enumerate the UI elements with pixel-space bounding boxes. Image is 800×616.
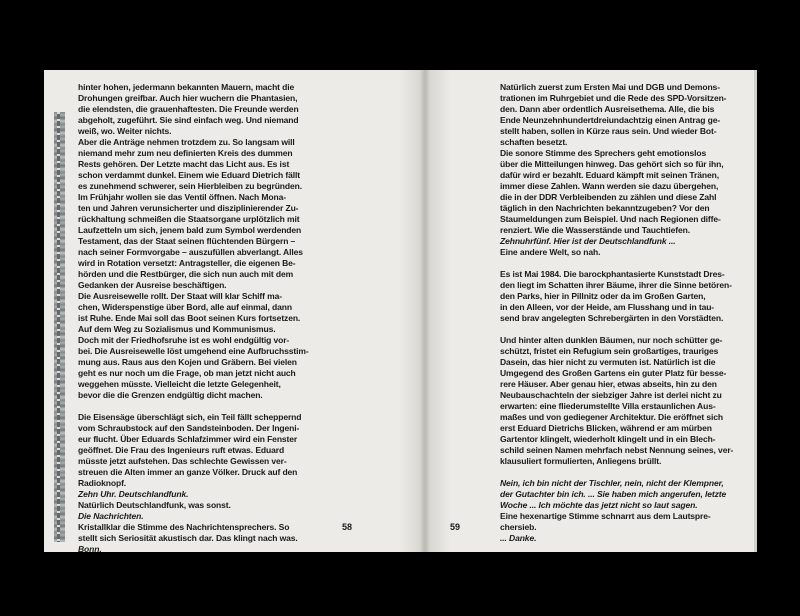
text-line: Gedanken der Ausreise beschäftigen.: [78, 280, 227, 290]
text-line: erwarten: eine fliederumstellte Villa erstaunlichen Aus-: [500, 401, 716, 411]
text-line: erst Eduard Dietrichs Blicken, während er am mürben: [500, 423, 712, 433]
text-line: Auf dem Weg zu Sozialismus und Kommunismus.: [78, 324, 276, 334]
text-line: vom Schraubstock auf den Sandsteinboden. Der Ingeni-: [78, 423, 300, 433]
text-line: niemand mehr zum neu definierten Kreis des dummen: [78, 148, 293, 158]
text-line: rückhaltung schmeißen die Staatsorgane urplötzlich mit: [78, 214, 300, 224]
text-line: renziert. Wie die Wasserstände und Tauchtiefen.: [500, 225, 690, 235]
text-line: müsste jetzt aufstehen. Das schlechte Gewissen ver-: [78, 456, 287, 466]
text-line: schon verdammt dunkel. Einem wie Eduard Dietrich fällt: [78, 170, 300, 180]
text-line: stellt sich Seriosität akustisch dar. Das klingt nach was.: [78, 533, 298, 543]
text-line: bei. Die Ausreisewelle löst umgehend eine Aufbruchsstim-: [78, 346, 309, 356]
text-line: in den Alleen, vor der Heide, am Flusshang und in tau-: [500, 302, 715, 312]
text-line: Nein, ich bin nicht der Tischler, nein, nicht der Klempner,: [500, 478, 724, 488]
text-line: Und hinter alten dunklen Bäumen, nur noch schütter ge-: [500, 335, 723, 345]
text-line: trationen im Ruhrgebiet und die Rede des SPD-Vorsitzen-: [500, 93, 727, 103]
text-line: die elendsten, die grauenhaftesten. Die Freunde werden: [78, 104, 299, 114]
text-line: dafür wird er bezahlt. Eduard kämpft mit seinen Tränen,: [500, 170, 719, 180]
text-line: send brav angelegten Schrebergärten in den Vorstädten.: [500, 313, 724, 323]
text-line: nach seiner Formvorgabe – auszufüllen abverlangt. Alles: [78, 247, 303, 257]
text-line: über die Mitteilungen hinweg. Das gehört sich so für ihn,: [500, 159, 724, 169]
text-line: Die Nachrichten.: [78, 511, 144, 521]
text-line: Laufzetteln um sich, jenem bald zum Symbol werdenden: [78, 225, 302, 235]
text-line: ... Danke.: [500, 533, 537, 543]
text-line: Umgegend des Großen Gartens ein guter Platz für besse-: [500, 368, 727, 378]
text-line: ist Ruhe. Ende Mai soll das Boot seinen Kurs fortsetzen.: [78, 313, 301, 323]
page-edge-right: [754, 70, 757, 552]
left-page-text: [78, 82, 388, 555]
text-line: Kristallklar die Stimme des Nachrichtensprechers. So: [78, 522, 290, 532]
text-line: Bonn.: [78, 544, 102, 554]
text-line: Woche ... Ich möchte das jetzt nicht so laut sagen.: [500, 500, 698, 510]
text-line: schaften besetzt.: [500, 137, 568, 147]
text-line: der Gutachter bin ich. ... Sie haben mich angerufen, letzte: [500, 489, 727, 499]
text-line: mung aus. Raus aus den Kojen und Gräbern. Bei vielen: [78, 357, 297, 367]
text-line: Aber die Anträge nehmen trotzdem zu. So langsam will: [78, 137, 295, 147]
text-line: maßes und von gediegener Architektur. Die eröffnet sich: [500, 412, 723, 422]
text-line: Die Eisensäge überschlägt sich, ein Teil fällt scheppernd: [78, 412, 302, 422]
text-line: die in der DDR Verbleibenden zu zählen und diese Zahl: [500, 192, 717, 202]
text-line: Zehn Uhr. Deutschlandfunk.: [78, 489, 189, 499]
text-line: Eine hexenartige Stimme schnarrt aus dem Lautspre-: [500, 511, 711, 521]
text-line: Zehnuhrfünf. Hier ist der Deutschlandfunk ...: [500, 236, 676, 246]
text-line: Rests gehören. Der Letzte macht das Licht aus. Es ist: [78, 159, 290, 169]
text-line: weiß, wo. Weiter nichts.: [78, 126, 172, 136]
text-line: Drohungen greifbar. Auch hier wuchern die Phantasien,: [78, 93, 298, 103]
text-line-spacer: [500, 324, 740, 335]
text-line: den Parks, hier in Pillnitz oder da im Großen Garten,: [500, 291, 706, 301]
text-line: geht es nur noch um die Frage, ob man jetzt nicht auch: [78, 368, 296, 378]
text-line: weggehen müsste. Vielleicht die letzte Gelegenheit,: [78, 379, 281, 389]
text-line-spacer: [500, 467, 740, 478]
page-edge-strip: [54, 112, 65, 542]
text-line: Gartentor klingelt, wiederholt klingelt und in ein Blech-: [500, 434, 716, 444]
text-line: Radioknopf.: [78, 478, 127, 488]
text-line: Dasein, das hier nicht zu vermuten ist. Natürlich ist die: [500, 357, 716, 367]
text-line: bevor die die Grenzen endgültig dicht machen.: [78, 390, 263, 400]
text-line: täglich in den Nachrichten bekanntzugeben? Vor den: [500, 203, 710, 213]
text-line: hörden und die Restbürger, die sich nun auch mit dem: [78, 269, 294, 279]
text-line: Eine andere Welt, so nah.: [500, 247, 601, 257]
text-line: abgeholt, zugeführt. Sie sind einfach weg. Und niemand: [78, 115, 299, 125]
text-line: Doch mit der Friedhofsruhe ist es wohl endgültig vor-: [78, 335, 290, 345]
text-line: den liegt im Schatten ihrer Bäume, ihrer die Sinne betören-: [500, 280, 732, 290]
text-line: streuen die Alten immer an ganze Völker. Druck auf den: [78, 467, 298, 477]
right-page-text: [500, 82, 740, 544]
text-line: schützt, fristet ein Refugium sein großartiges, trauriges: [500, 346, 719, 356]
text-line: chen, Widerspenstige über Bord, alle auf einmal, dann: [78, 302, 292, 312]
text-line: stellt haben, sollen in Kürze raus sein. Und wieder Bot-: [500, 126, 717, 136]
text-line: ten und Jahren verunsicherter und disziplinierender Zu-: [78, 203, 299, 213]
text-line: Natürlich zuerst zum Ersten Mai und DGB und Demons-: [500, 82, 720, 92]
text-line: immer diese Zahlen. Wann werden sie dazu übergehen,: [500, 181, 719, 191]
text-line: schild seinen Namen mehrfach nebst Nennung seines, ver-: [500, 445, 734, 455]
text-line: Ende Neunzehnhundertdreiundachtzig einen Antrag ge-: [500, 115, 721, 125]
text-line: Die Ausreisewelle rollt. Der Staat will klar Schiff ma-: [78, 291, 282, 301]
text-line: rere Häuser. Aber genau hier, etwas abseits, hin zu den: [500, 379, 717, 389]
book-gutter: [399, 70, 451, 552]
text-line: Natürlich Deutschlandfunk, was sonst.: [78, 500, 231, 510]
text-line: Im Frühjahr wollen sie das Ventil öffnen. Nach Mona-: [78, 192, 286, 202]
text-line: klausuliert formulierten, Anliegens brüllt.: [500, 456, 662, 466]
page-number-left: 58: [342, 522, 353, 532]
text-line: es zunehmend schwerer, sein Hierbleiben zu begründen.: [78, 181, 302, 191]
text-line: eur flucht. Über Eduards Schlafzimmer wird ein Fenster: [78, 434, 298, 444]
text-line: Staumeldungen zum Beispiel. Und nach Regionen diffe-: [500, 214, 721, 224]
text-line: den. Dann aber ordentlich Ausreisethema. Alle, die bis: [500, 104, 715, 114]
page-number-right: 59: [450, 522, 461, 532]
open-book: [44, 70, 757, 552]
text-line: chersieb.: [500, 522, 537, 532]
text-line: geöffnet. Die Frau des Ingenieurs ruft etwas. Eduard: [78, 445, 285, 455]
text-line: Neubauschachteln der siebziger Jahre ist derlei nicht zu: [500, 390, 722, 400]
text-line: Es ist Mai 1984. Die barockphantasierte Kunststadt Dres-: [500, 269, 725, 279]
text-line-spacer: [500, 258, 740, 269]
text-line: Die sonore Stimme des Sprechers geht emotionslos: [500, 148, 707, 158]
text-line: hinter hohen, jedermann bekannten Mauern, macht die: [78, 82, 295, 92]
text-line: Testament, das der Staat seinen flüchtenden Bürgern –: [78, 236, 296, 246]
text-line: wird in Rotation versetzt: Antragsteller, die eigenen Be-: [78, 258, 296, 268]
text-line-spacer: [78, 401, 388, 412]
